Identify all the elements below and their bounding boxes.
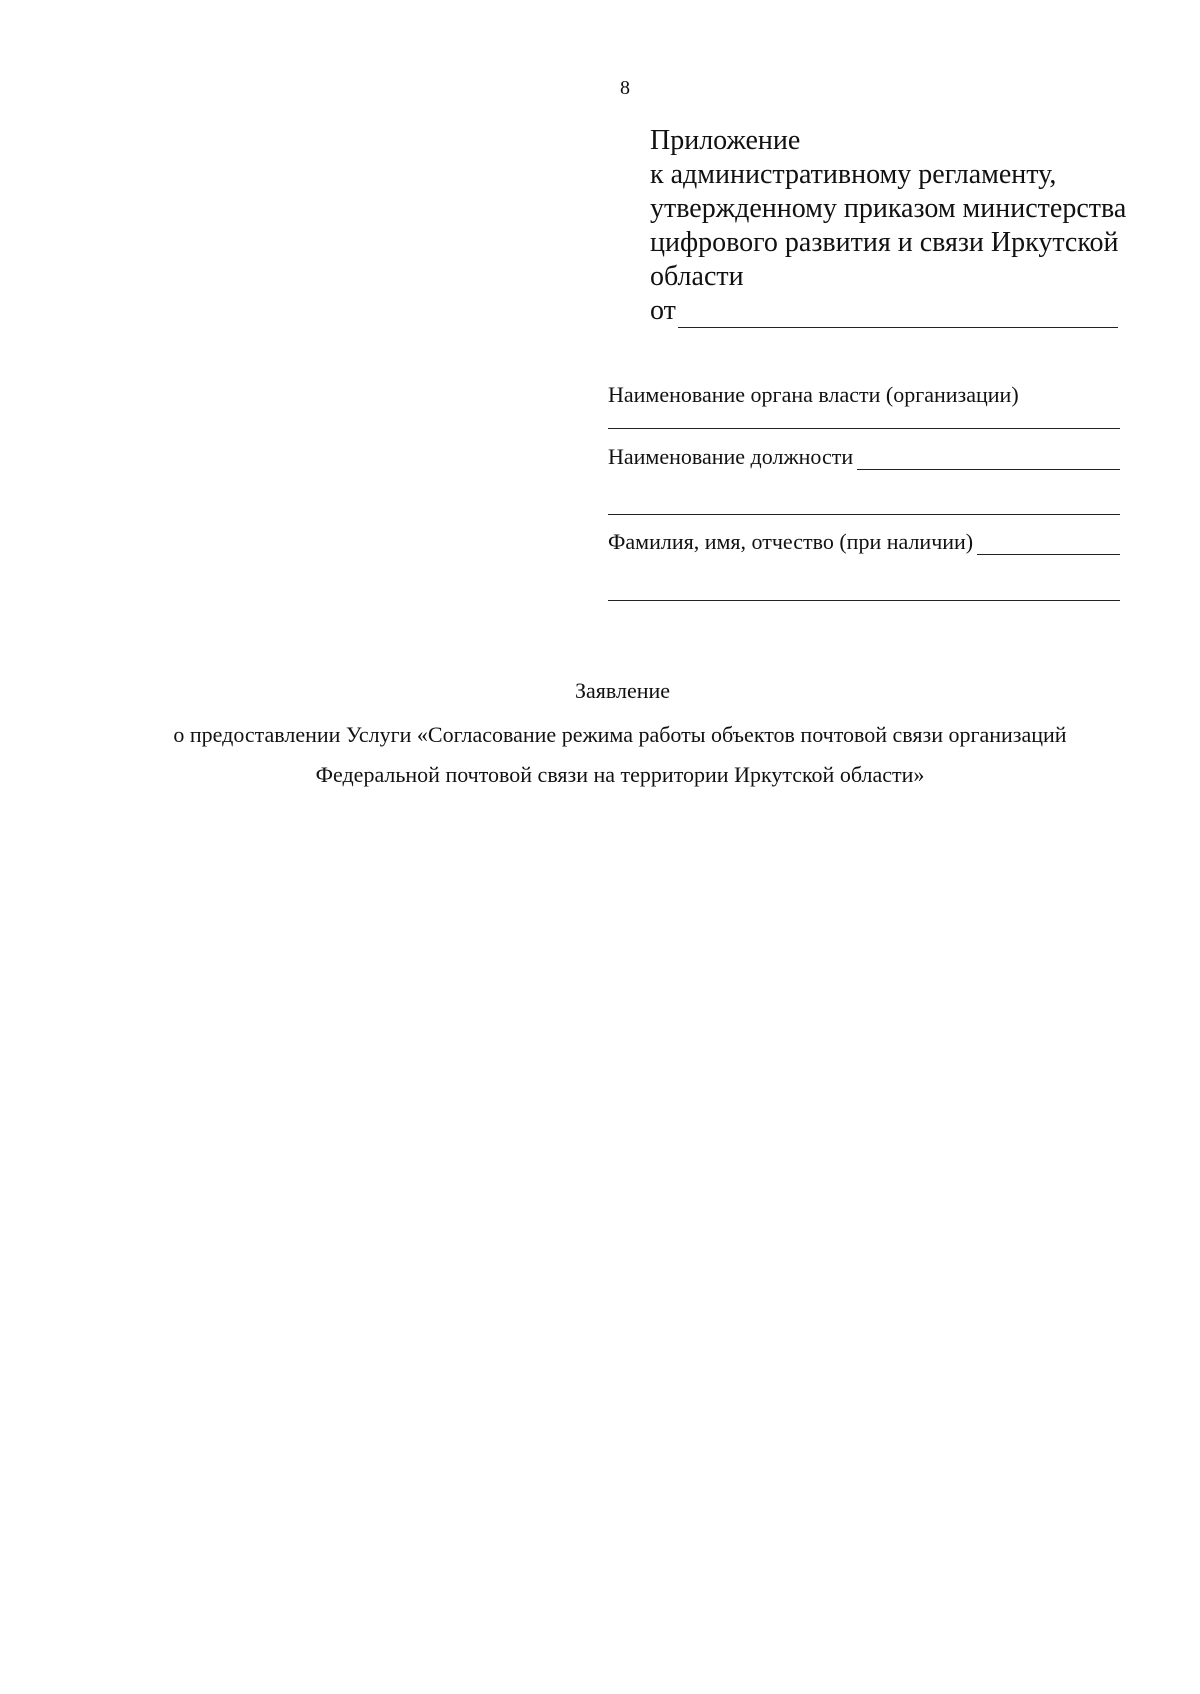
position-blank-field[interactable] <box>857 447 1120 470</box>
statement-subject <box>60 715 1180 795</box>
fullname-blank-field[interactable] <box>977 532 1120 555</box>
statement-subject-line: о предоставлении Услуги «Согласование режима работы объектов почтовой связи организаций <box>173 722 1067 747</box>
statement-title: Заявление <box>574 678 671 703</box>
appendix-line: утвержденному приказом министерства <box>650 193 1127 224</box>
appendix-line: к административному регламенту, <box>650 159 1057 190</box>
authority-label: Наименование органа власти (организации) <box>608 382 1019 407</box>
appendix-header <box>650 124 1170 328</box>
fullname-continuation-field[interactable] <box>608 600 1120 601</box>
appendix-title: Приложение <box>650 125 801 156</box>
position-continuation-field[interactable] <box>608 514 1120 515</box>
statement-subject-line: Федеральной почтовой связи на территории Иркутской области» <box>315 762 925 787</box>
position-label: Наименование должности <box>608 444 854 469</box>
date-blank-field[interactable] <box>678 297 1118 328</box>
fullname-label: Фамилия, имя, отчество (при наличии) <box>608 529 974 554</box>
authority-blank-field[interactable] <box>608 428 1120 429</box>
from-label: от <box>650 295 676 326</box>
appendix-date-line <box>650 294 1170 328</box>
recipient-block <box>608 382 1120 601</box>
page-number: 8 <box>620 77 630 99</box>
fullname-row <box>608 529 1120 555</box>
appendix-line: области <box>650 261 744 292</box>
position-row <box>608 444 1120 470</box>
appendix-line: цифрового развития и связи Иркутской <box>650 227 1119 258</box>
authority-row <box>608 382 1120 408</box>
